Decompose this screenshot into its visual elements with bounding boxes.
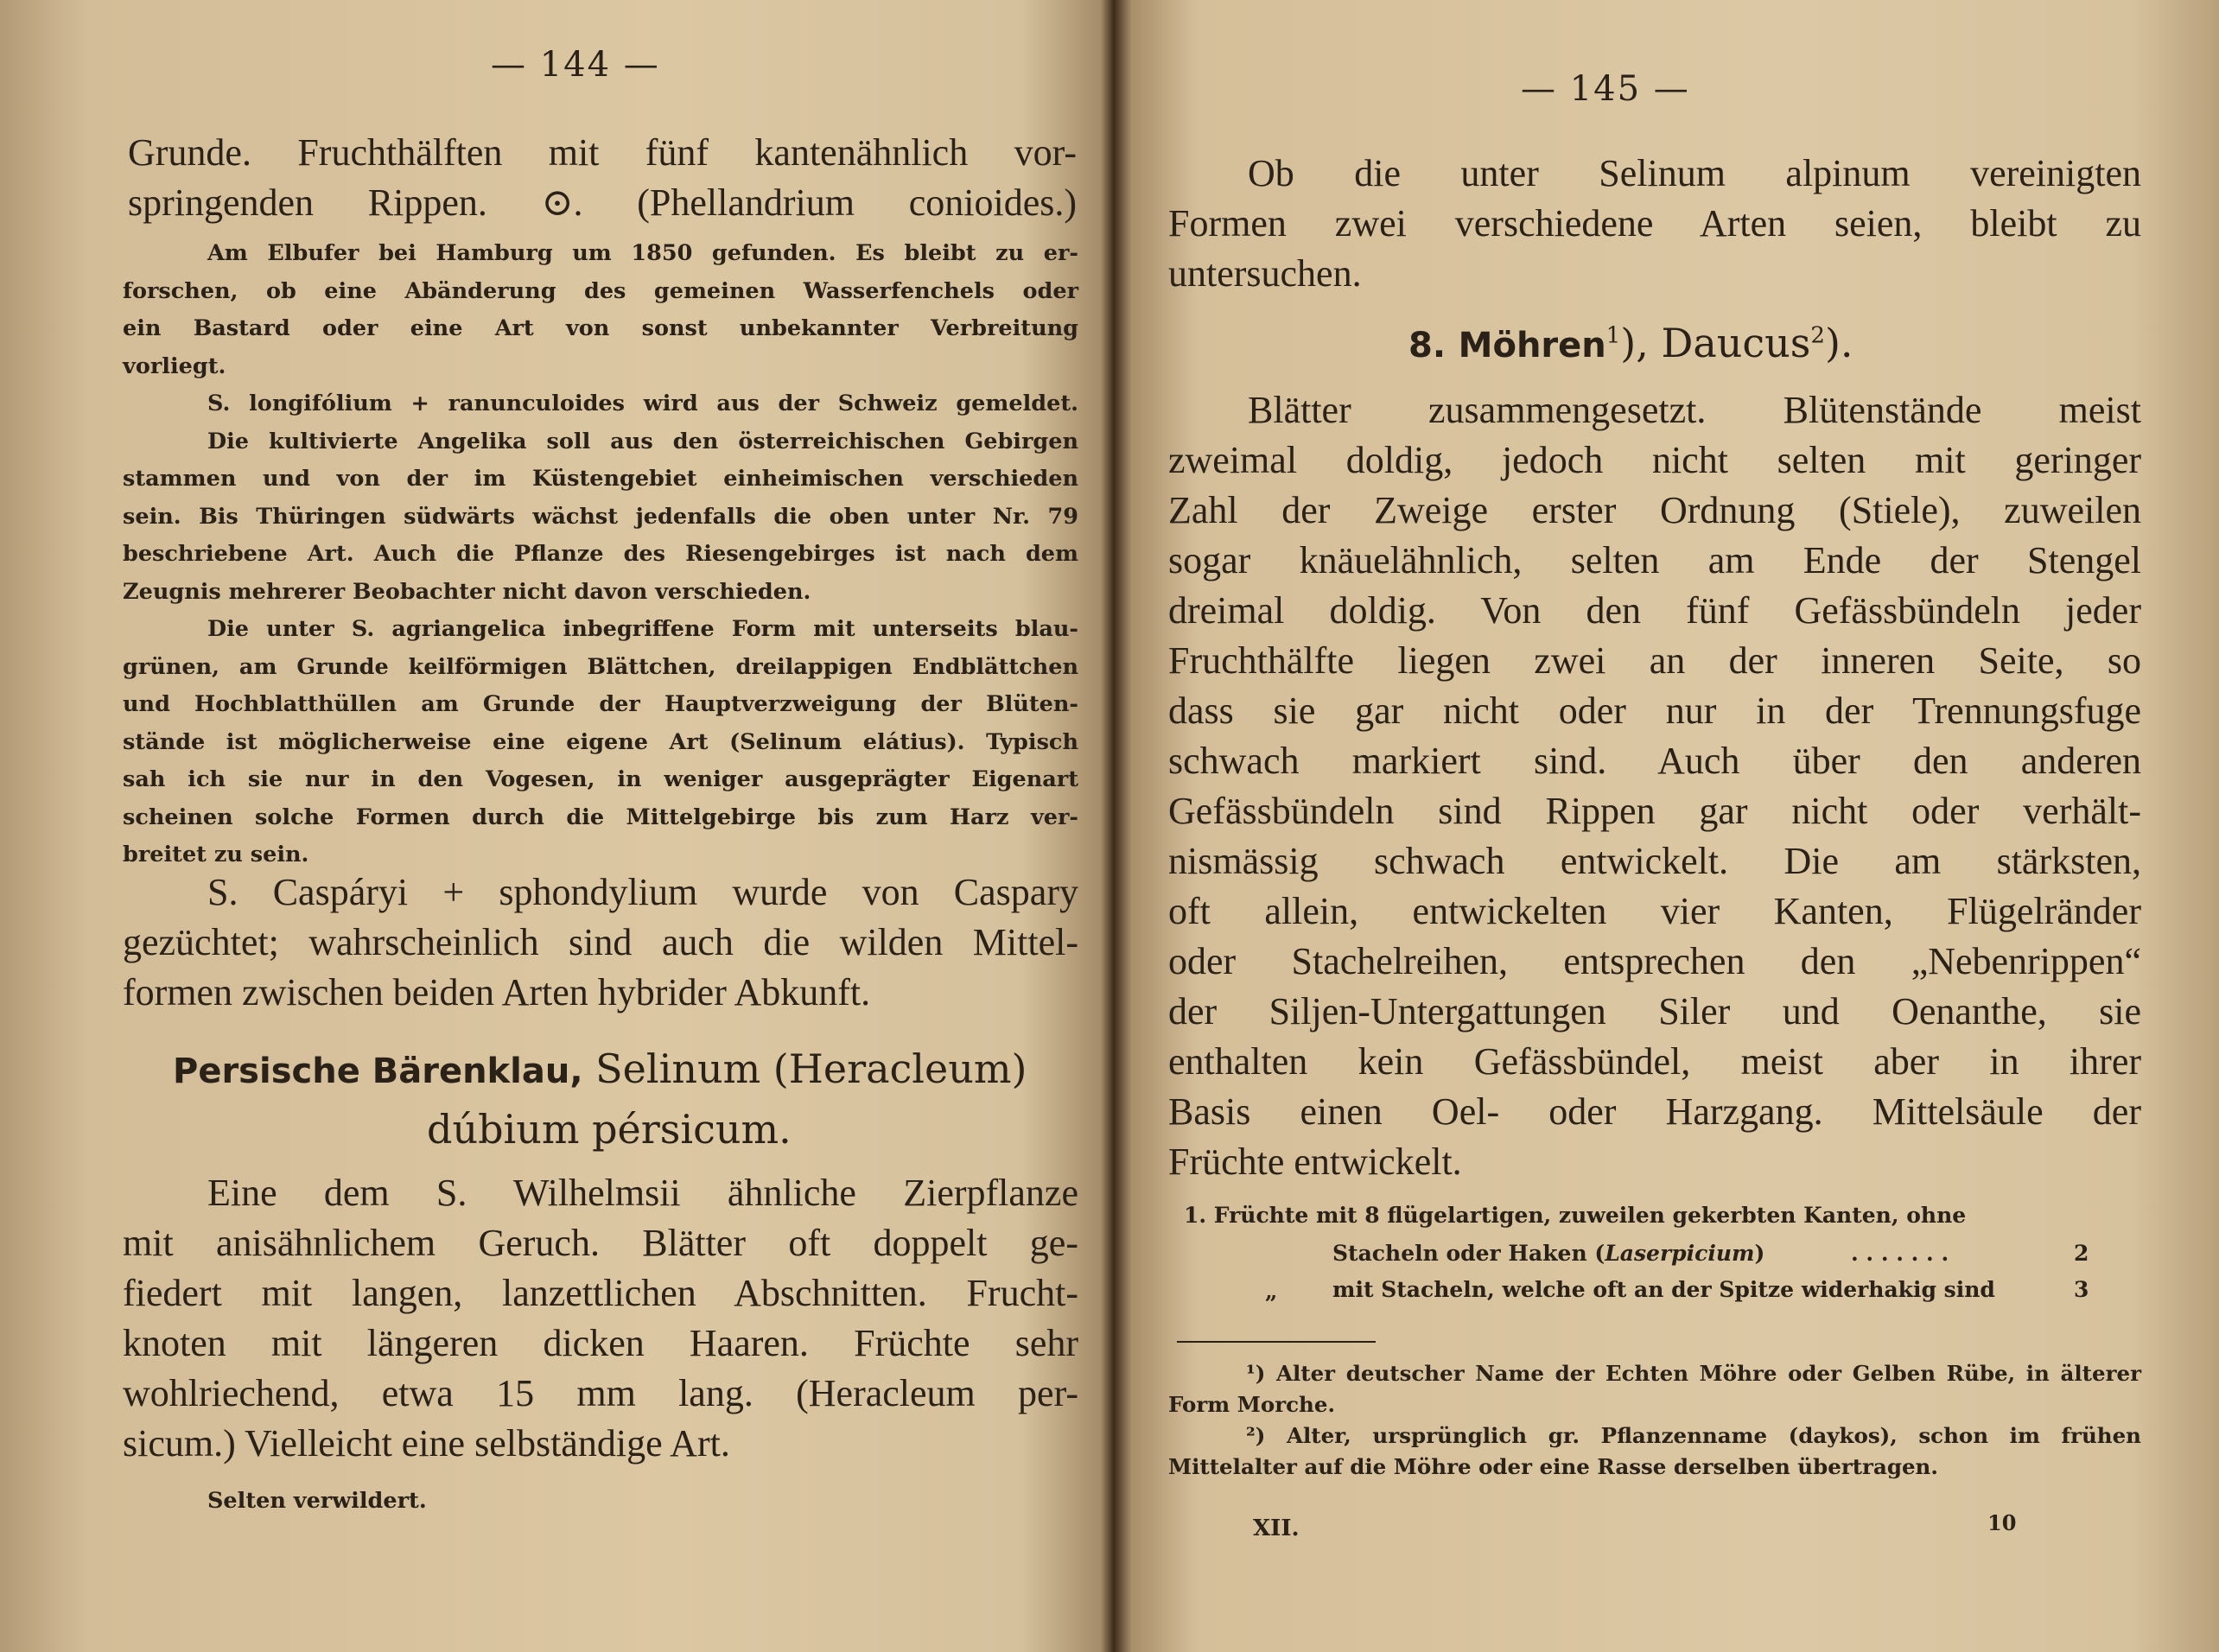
note-line: stände ist möglicherweise eine eigene Art (Selinum elátius). Typisch [123,728,1078,755]
text-line: oft allein, entwickelten vier Kanten, Flügelränder [1168,890,2141,932]
footnote-ref: 2 [1810,322,1825,349]
heading-number: 8. [1408,326,1446,365]
small-print-notes [123,235,1078,874]
heading-end: ). [1824,320,1853,366]
key-line-2 [1332,1241,2058,1266]
page-144 [0,0,1106,1652]
section-heading-line2: dúbium pérsicum. [427,1106,792,1153]
text-line: sicum.) Vielleicht eine selbständige Art. [123,1422,730,1465]
text-line: springenden Rippen. ⊙. (Phellandrium conioides.) [128,181,1077,224]
note-line: sah ich sie nur in den Vogesen, in weniger ausgeprägter Eigenart [123,766,1078,792]
text-line: Früchte entwickelt. [1168,1141,1462,1183]
section-heading [1408,320,1853,366]
hybrid-paragraph [123,867,1078,1018]
text-line: Formen zwei verschiedene Arten seien, bleibt zu [1168,202,2141,245]
note-line: vorliegt. [123,353,226,379]
text-line: Fruchthälfte liegen zwei an der inneren Seite, so [1168,639,2141,682]
genus-name: Laserpicium [1605,1241,1755,1266]
note-line: Zeugnis mehrerer Beobachter nicht davon verschieden. [123,578,811,605]
heading-bold: Möhren [1458,326,1606,365]
signature-mark: XII. [1253,1515,1300,1541]
note-line: grünen, am Grunde keilförmigen Blättchen, dreilappigen Endblättchen [123,653,1078,680]
note-line: sein. Bis Thüringen südwärts wächst jedenfalls die oben unter Nr. 79 [123,503,1078,530]
text-line: Basis einen Oel- oder Harzgang. Mittelsäule der [1168,1090,2141,1133]
text-line: Blätter zusammengesetzt. Blütenstände meist [1248,389,2141,431]
text-line: wohlriechend, etwa 15 mm lang. (Heracleum per- [123,1372,1078,1414]
text-line: Zahl der Zweige erster Ordnung (Stiele), zuweilen [1168,489,2141,531]
note-line: ein Bastard oder eine Art von sonst unbekannter Verbreitung [123,315,1078,341]
text-line: gezüchtet; wahrscheinlich sind auch die wilden Mittel- [123,921,1078,963]
footnote: ²) Alter, ursprünglich gr. Pflanzenname (daykos), schon im frühen Mittelalter auf die Möhre oder eine Rasse derselben übertragen. [1168,1423,2141,1479]
note-line: forschen, ob eine Abänderung des gemeinen Wasserfenchels oder [123,277,1078,304]
text-line: nismässig schwach entwickelt. Die am stärksten, [1168,840,2141,882]
note-line: Die unter S. agriangelica inbegriffene Form mit unterseits blau- [207,616,1078,642]
note-line: Die kultivierte Angelika soll aus den österreichischen Gebirgen [207,428,1078,454]
note-line: beschriebene Art. Auch die Pflanze des Riesengebirges ist nach dem [123,541,1078,567]
text-line: mit anisähnlichem Geruch. Blätter oft doppelt ge- [123,1222,1078,1264]
footnotes [1168,1358,2141,1483]
footnote: ¹) Alter deutscher Name der Echten Möhre oder Gelben Rübe, in älterer Form Morche. [1168,1361,2141,1417]
text-line: Eine dem S. Wilhelmsii ähnliche Zierpflanze [207,1172,1078,1214]
note-line: und Hochblatthüllen am Grunde der Hauptverzweigung der Blüten- [123,691,1078,717]
page-number: — 144 — [491,45,660,85]
ditto-mark: „ [1265,1279,1278,1304]
text-line: dreimal doldig. Von den fünf Gefässbündeln jeder [1168,589,2141,632]
text-line: Gefässbündeln sind Rippen gar nicht oder verhält- [1168,790,2141,832]
top-paragraph [128,128,1077,228]
text-line: untersuchen. [1168,252,1362,295]
final-note [207,1483,726,1521]
note-line: S. longifólium + ranunculoides wird aus der Schweiz gemeldet. [207,391,1078,416]
sheet-number: 10 [1987,1510,2017,1535]
key-text: Stacheln oder Haken ( [1332,1241,1605,1266]
heading-rest: Selinum (Heracleum) [582,1045,1027,1092]
section-heading [173,1045,1027,1092]
main-paragraph [1168,385,2141,1187]
footnote-rule [1177,1341,1376,1343]
text-line: schwach markiert sind. Auch über den anderen [1168,740,2141,782]
footnote-ref: 1 [1605,322,1621,349]
text-line: dass sie gar nicht oder nur in der Trennungsfuge [1168,689,2141,732]
text-line: S. Caspáryi + sphondylium wurde von Caspary [207,871,1078,913]
note-line: Am Elbufer bei Hamburg um 1850 gefunden. Es bleibt zu er- [207,240,1078,266]
key-line-3: mit Stacheln, welche oft an der Spitze widerhakig sind [1332,1277,1995,1302]
note-line: breitet zu sein. [123,842,309,867]
key-number: 2 [2074,1241,2089,1266]
note-line: Selten verwildert. [207,1488,427,1514]
note-line: scheinen solche Formen durch die Mittelgebirge bis zum Harz ver- [123,804,1078,830]
page-145 [1115,0,2219,1652]
text-line: Ob die unter Selinum alpinum vereinigten [1248,152,2141,194]
text-line: knoten mit längeren dicken Haaren. Früchte sehr [123,1322,1078,1364]
page-number: — 145 — [1521,69,1690,109]
leader-dots: . . . . . . . [1851,1241,1949,1266]
text-line: zweimal doldig, jedoch nicht selten mit geringer [1168,439,2141,481]
text-line: Grunde. Fruchthälften mit fünf kantenähnlich vor- [128,131,1077,174]
heading-rest: ), Daucus [1620,320,1811,366]
intro-paragraph [1168,149,2141,299]
text-line: enthalten kein Gefässbündel, meist aber in ihrer [1168,1040,2141,1083]
text-line: fiedert mit langen, lanzettlichen Abschnitten. Frucht- [123,1272,1078,1314]
text-line: formen zwischen beiden Arten hybrider Abkunft. [123,971,871,1013]
heading-bold: Persische Bärenklau, [173,1052,583,1091]
key-line-1: 1. Früchte mit 8 flügelartigen, zuweilen gekerbten Kanten, ohne [1184,1203,1967,1228]
text-line: oder Stachelreihen, entsprechen den „Nebenrippen“ [1168,940,2141,982]
text-line: der Siljen-Untergattungen Siler und Oenanthe, sie [1168,990,2141,1032]
description-paragraph [123,1168,1078,1469]
key-text: ) [1754,1241,1765,1266]
text-line: sogar knäuelähnlich, selten am Ende der Stengel [1168,539,2141,581]
key-number: 3 [2074,1277,2089,1302]
note-line: stammen und von der im Küstengebiet einheimischen verschieden [123,466,1078,492]
